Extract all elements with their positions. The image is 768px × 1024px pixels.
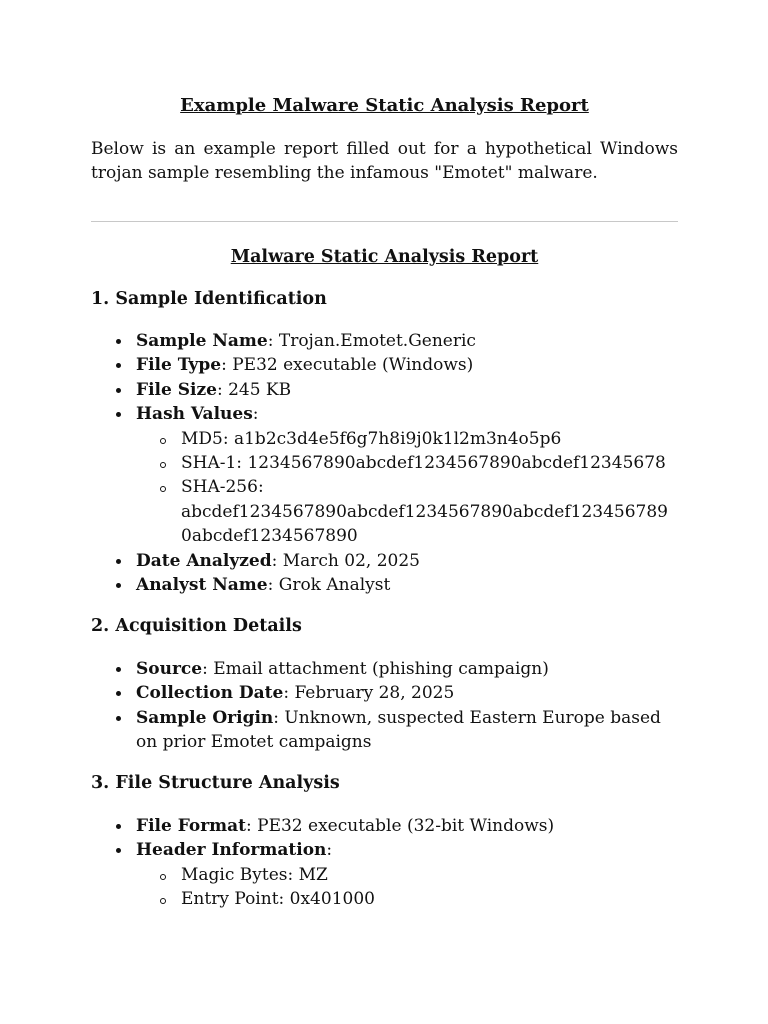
date-analyzed-value: : March 02, 2025 (271, 550, 420, 571)
list-item-sha1: SHA-1: 1234567890abcdef1234567890abcdef12345678 (136, 451, 678, 475)
horizontal-divider (91, 221, 678, 222)
list-item-header-information (91, 838, 678, 911)
sha256-value-line-2: 0abcdef1234567890 (181, 526, 358, 547)
list-item-sample-name (91, 329, 678, 353)
section-heading-acquisition-details: 2. Acquisition Details (91, 616, 302, 636)
list-item-md5: MD5: a1b2c3d4e5f6g7h8i9j0k1l2m3n4o5p6 (136, 427, 678, 451)
collection-date-label: Collection Date (136, 683, 284, 704)
list-item-collection-date (91, 681, 678, 705)
file-structure-list (91, 814, 678, 912)
acquisition-details-list (91, 657, 678, 755)
document-title: Example Malware Static Analysis Report (180, 95, 589, 116)
header-information-sublist (136, 863, 678, 912)
hash-values-value: : (252, 404, 259, 425)
list-item-file-format (91, 814, 678, 838)
list-item-entry-point: Entry Point: 0x401000 (136, 887, 678, 911)
section-heading-file-structure-analysis: 3. File Structure Analysis (91, 773, 340, 793)
file-format-label: File Format (136, 816, 247, 836)
source-value: : Email attachment (phishing campaign) (202, 659, 549, 679)
collection-date-value: : February 28, 2025 (283, 683, 455, 704)
list-item-file-size (91, 378, 678, 402)
sample-identification-list (91, 329, 678, 597)
header-information-value: : (326, 840, 333, 861)
sha256-label: SHA-256: (181, 477, 264, 498)
sample-name-value: : Trojan.Emotet.Generic (267, 331, 476, 351)
sha256-value-line-1: abcdef1234567890abcdef1234567890abcdef123456789 (181, 501, 668, 522)
file-size-label: File Size (136, 379, 217, 400)
list-item-analyst-name (91, 573, 678, 597)
list-item-sample-origin (91, 706, 678, 755)
source-label: Source (136, 659, 203, 679)
file-type-label: File Type (136, 355, 222, 376)
sample-name-label: Sample Name (136, 331, 268, 351)
list-item-file-type (91, 353, 678, 377)
sample-origin-value: : Unknown, suspected Eastern Europe based on prior Emotet campaigns (136, 707, 661, 753)
hash-values-sublist (136, 427, 678, 549)
file-type-value: : PE32 executable (Windows) (221, 355, 474, 376)
intro-paragraph: Below is an example report filled out for a hypothetical Windows trojan sample resembling the infamous "Emotet" malware. (91, 139, 678, 183)
list-item-sha256 (136, 475, 678, 548)
list-item-date-analyzed (91, 549, 678, 573)
hash-values-label: Hash Values (136, 404, 253, 425)
analyst-name-label: Analyst Name (136, 575, 268, 596)
date-analyzed-label: Date Analyzed (136, 550, 272, 571)
file-format-value: : PE32 executable (32-bit Windows) (246, 816, 555, 836)
section-heading-sample-identification: 1. Sample Identification (91, 289, 327, 309)
header-information-label: Header Information (136, 840, 327, 861)
list-item-hash-values (91, 402, 678, 548)
sample-origin-label: Sample Origin (136, 707, 274, 728)
list-item-magic-bytes: Magic Bytes: MZ (136, 863, 678, 887)
analyst-name-value: : Grok Analyst (267, 575, 391, 596)
report-title: Malware Static Analysis Report (230, 247, 539, 267)
list-item-source (91, 657, 678, 681)
file-size-value: : 245 KB (216, 379, 292, 400)
